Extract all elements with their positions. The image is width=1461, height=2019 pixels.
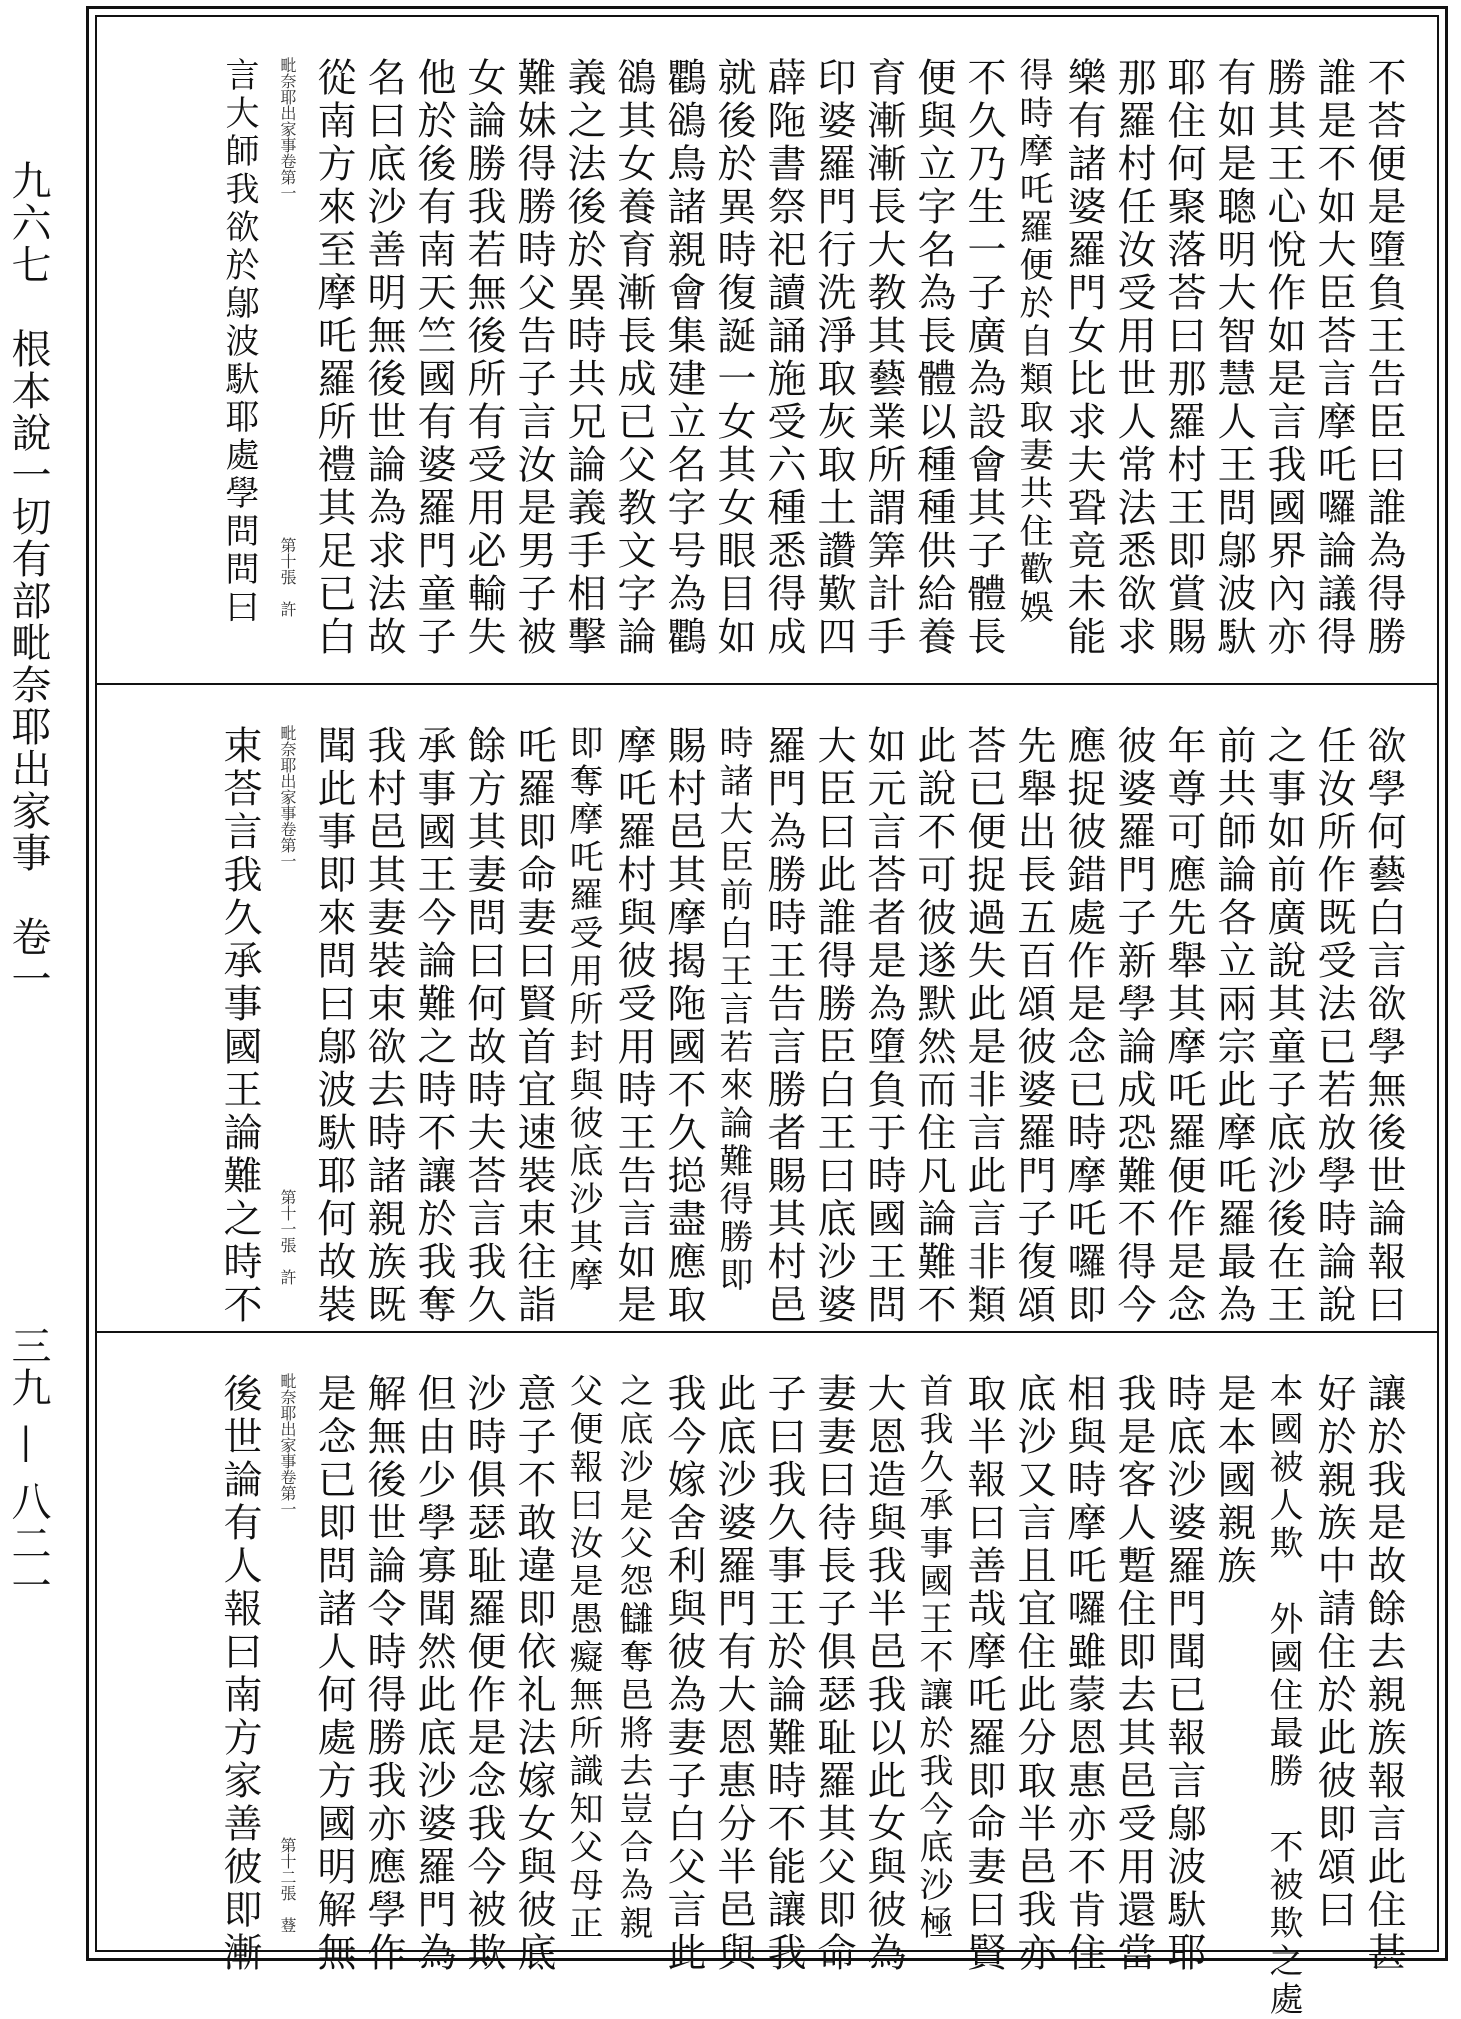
footer-volume: 毗奈耶出家事卷第一: [278, 725, 297, 869]
text-column: 我今嫁舍利與彼為妻子白父言此: [661, 1373, 706, 1975]
text-column: 便與立字名為長體以種種供給養: [911, 57, 956, 659]
margin-page-number: 三九 — 八二一: [5, 1325, 51, 1607]
text-column: 賜村邑其摩揭陁國不久搃盡應取: [661, 725, 706, 1327]
text-column: 此底沙婆羅門有大恩惠分半邑與: [711, 1373, 756, 1975]
text-column: 取半報曰善哉摩吒羅即命妻曰賢: [961, 1373, 1006, 1975]
text-column: 相與時摩吒囉雖蒙恩惠亦不肯住: [1061, 1373, 1106, 1975]
text-column: 是念已即問諸人何處方國明解無: [311, 1373, 356, 1975]
text-column: 我是客人蹔住即去其邑受用還當: [1111, 1373, 1156, 1975]
text-column: 承事國王今論難之時不讓於我奪: [411, 725, 456, 1327]
page-frame-inner: [95, 15, 1439, 2019]
text-column: 底沙又言且宜住此分取半邑我亦: [1011, 1373, 1056, 1975]
text-column: 薜陁書祭祀讀誦施受六種悉得成: [761, 57, 806, 659]
text-panel-3: [97, 1331, 1437, 2019]
footer-volume: 毗奈耶出家事卷第一: [278, 57, 297, 201]
text-column: 那羅村任汝受用世人常法悉欲求: [1111, 57, 1156, 659]
text-column: 耶住何聚落荅曰那羅村王即賞賜: [1161, 57, 1206, 659]
text-column: 是本國親族: [1211, 1373, 1256, 1588]
text-column: 本國被人欺 外國住最勝 不被欺之處: [1263, 1373, 1303, 2019]
footer-volume: 毗奈耶出家事卷第一: [278, 1373, 297, 1517]
text-column: 鵒其女養育漸長成已父教文字論: [611, 57, 656, 659]
text-columns: [213, 1373, 1407, 2019]
text-column: 義之法後於異時共兄論義手相擊: [561, 57, 606, 659]
text-columns: [213, 57, 1407, 659]
text-column: 不久乃生一子廣為設會其子體長: [961, 57, 1006, 659]
text-column: 沙時俱瑟耻羅便作是念我今被欺: [461, 1373, 506, 1975]
text-column: 我村邑其妻裝束欲去時諸親族既: [361, 725, 406, 1327]
text-column: 時諸大臣前白王言若來論難得勝即: [713, 725, 753, 1295]
text-column: 得時摩吒羅便於自類取妻共住歡娛: [1013, 57, 1053, 627]
text-column: 就後於異時復誕一女其女眼目如: [711, 57, 756, 659]
text-column: 即奪摩吒羅受用所封與彼底沙其摩: [563, 725, 603, 1295]
text-column: 之事如前廣說其童子底沙後在王: [1261, 725, 1306, 1327]
text-panel-2: [97, 683, 1437, 1331]
text-column: 之底沙是父怨讎奪邑將去豈合為親: [613, 1373, 653, 1943]
text-column: 從南方來至摩吒羅所禮其足已白: [311, 57, 356, 659]
text-column: 有如是聰明大智慧人王問鄔波馱: [1211, 57, 1256, 659]
panel-footer: [267, 1373, 307, 1933]
text-column: 後世論有人報曰南方家善彼即漸: [217, 1373, 262, 1975]
text-column: 前共師論各立兩宗此摩吒羅最為: [1211, 725, 1256, 1327]
text-column: 此說不可彼遂默然而住凡論難不: [911, 725, 956, 1327]
text-column: 讓於我是故餘去親族報言此住甚: [1361, 1373, 1406, 1975]
text-column: 言大師我欲於鄔波馱耶處學問問曰: [219, 57, 259, 627]
text-column: 妻妻曰待長子俱瑟耻羅其父即命: [811, 1373, 856, 1975]
text-column: 大恩造與我半邑我以此女與彼為: [861, 1373, 906, 1975]
panel-footer: [267, 57, 307, 617]
text-column: 摩吒羅村與彼受用時王告言如是: [611, 725, 656, 1327]
text-column: 意子不敢違即依礼法嫁女與彼底: [511, 1373, 556, 1975]
text-column: 大臣曰此誰得勝臣白王曰底沙婆: [811, 725, 856, 1327]
text-column: 難妹得勝時父告子言汝是男子被: [511, 57, 556, 659]
text-column: 任汝所作既受法已若放學時論說: [1311, 725, 1356, 1327]
text-column: 名曰底沙善明無後世論為求法故: [361, 57, 406, 659]
text-column: 彼婆羅門子新學論成恐難不得今: [1111, 725, 1156, 1327]
text-column: 欲學何藝白言欲學無後世論報曰: [1361, 725, 1406, 1327]
text-column: 樂有諸婆羅門女比求夫聓竟未能: [1061, 57, 1106, 659]
text-column: 應捉彼錯處作是念已時摩吒囉即: [1061, 725, 1106, 1327]
text-column: 但由少學寡聞然此底沙婆羅門為: [411, 1373, 456, 1975]
footer-sheet: 第十一張 許: [278, 1189, 297, 1285]
text-column: 育漸漸長大教其藝業所謂筭計手: [861, 57, 906, 659]
text-column: 誰是不如大臣荅言摩吒囉論議得: [1311, 57, 1356, 659]
text-column: 好於親族中請住於此彼即頌曰: [1311, 1373, 1356, 1932]
text-panel-1: [97, 17, 1437, 681]
text-column: 女論勝我若無後所有受用必輸失: [461, 57, 506, 659]
text-column: 首我久承事國王不讓於我今底沙極: [913, 1373, 953, 1943]
text-column: 鸜鵒鳥諸親會集建立名字号為鸜: [661, 57, 706, 659]
text-column: 先舉出長五百頌彼婆羅門子復頌: [1011, 725, 1056, 1327]
text-column: 不荅便是墮負王告臣曰誰為得勝: [1361, 57, 1406, 659]
text-column: 父便報曰汝是愚癡無所識知父母正: [563, 1373, 603, 1943]
text-column: 如元言荅者是為墮負于時國王問: [861, 725, 906, 1327]
text-column: 時底沙婆羅門聞已報言鄔波馱耶: [1161, 1373, 1206, 1975]
text-column: 他於後有南天竺國有婆羅門童子: [411, 57, 456, 659]
text-columns: [213, 725, 1407, 1327]
text-column: 勝其王心悅作如是言我國界內亦: [1261, 57, 1306, 659]
panel-footer: [267, 725, 307, 1285]
text-column: 束荅言我久承事國王論難之時不: [217, 725, 262, 1327]
text-column: 羅門為勝時王告言勝者賜其村邑: [761, 725, 806, 1327]
margin-title: 九六七 根本說一切有部毗奈耶出家事 卷一: [5, 160, 51, 1000]
text-column: 印婆羅門行洗淨取灰取土讚歎四: [811, 57, 856, 659]
text-column: 餘方其妻問曰何故時夫荅言我久: [461, 725, 506, 1327]
text-column: 年尊可應先舉其摩吒羅便作是念: [1161, 725, 1206, 1327]
text-column: 荅已便捉過失此是非言此言非類: [961, 725, 1006, 1327]
footer-sheet: 第十二張 䔲: [278, 1837, 297, 1933]
text-column: 子曰我久事王於論難時不能讓我: [761, 1373, 806, 1975]
text-column: 解無後世論令時得勝我亦應學作: [361, 1373, 406, 1975]
footer-sheet: 第十張 許: [278, 537, 297, 617]
page-frame: [86, 6, 1448, 2019]
text-column: 聞此事即來問曰鄔波馱耶何故裝: [311, 725, 356, 1327]
text-column: 吒羅即命妻曰賢首宜速裝束往詣: [511, 725, 556, 1327]
